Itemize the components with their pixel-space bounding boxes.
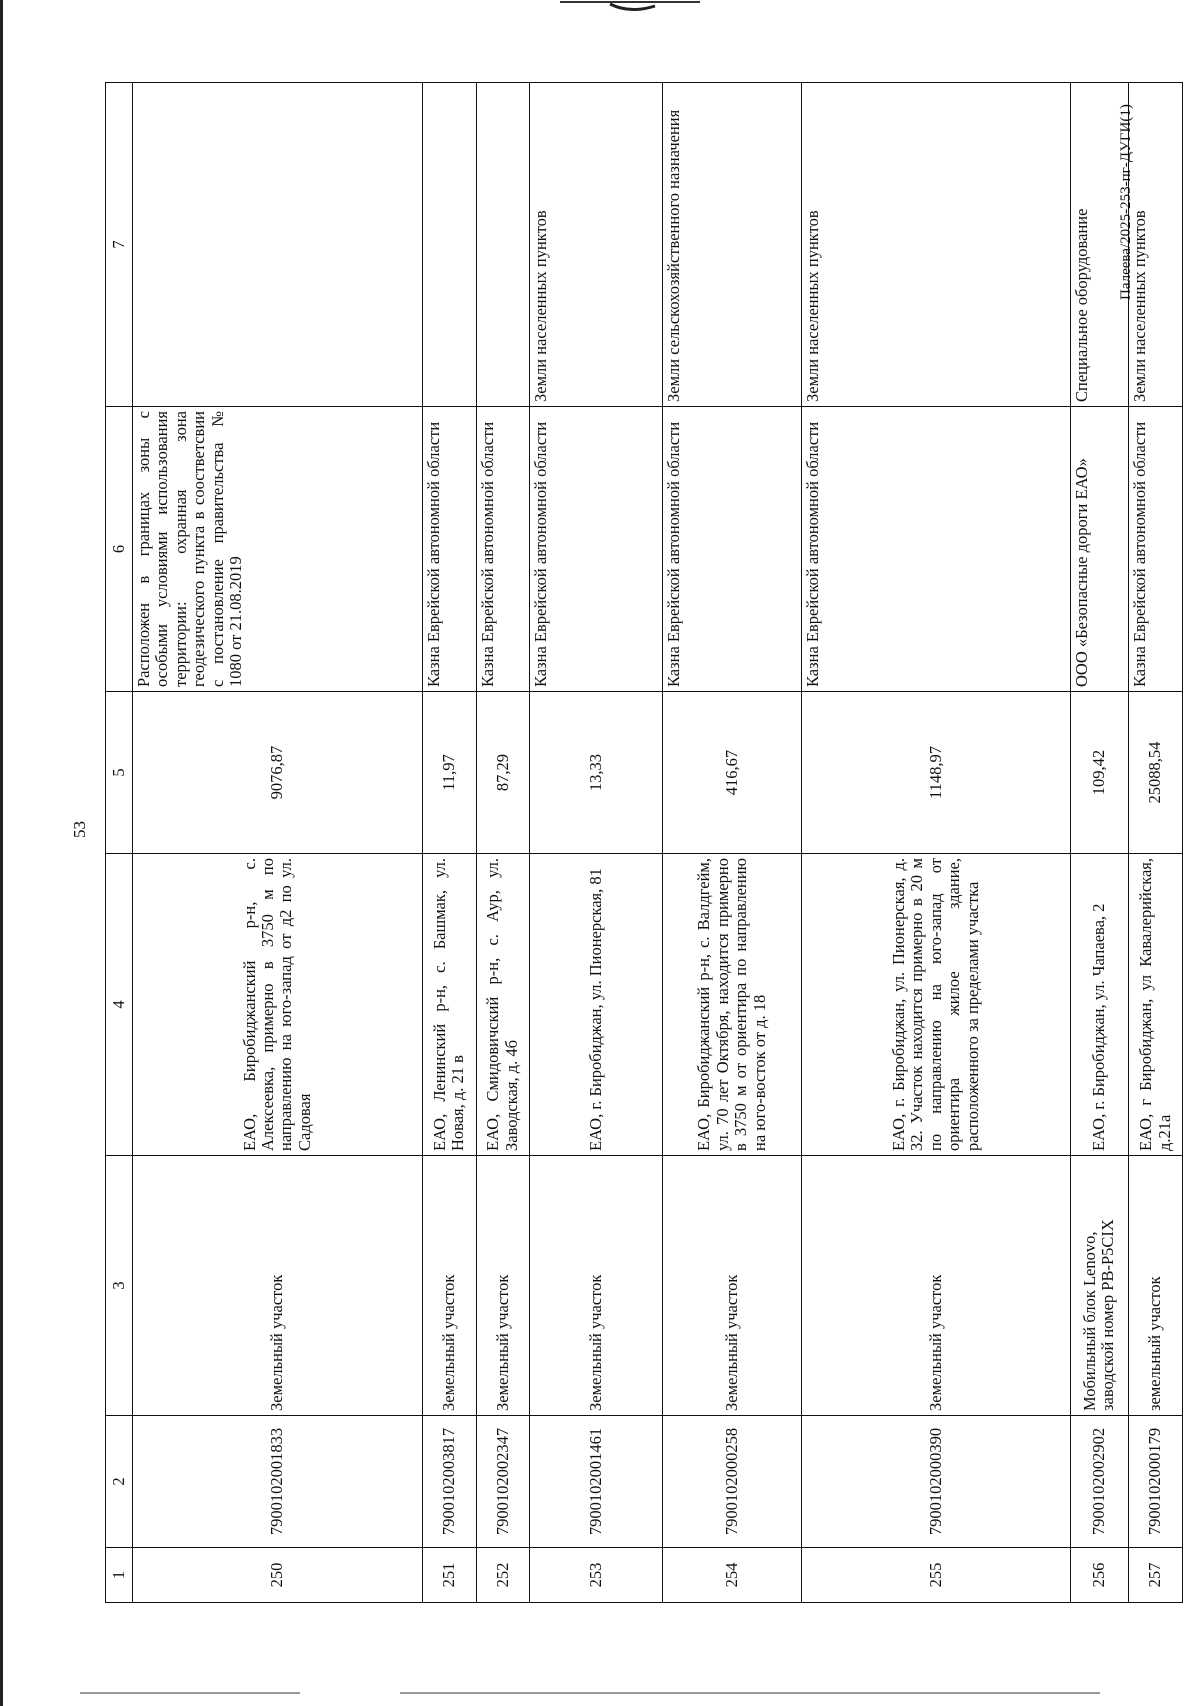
column-header: 1: [106, 1548, 133, 1603]
object-owner: Казна Еврейской автономной области: [802, 407, 1070, 692]
land-category: [422, 83, 476, 407]
property-table-rotated: [105, 83, 1183, 1603]
object-address: ЕАО, г Биробиджан, ул Кавалерийская, д.21а: [1129, 854, 1183, 1156]
object-area: 1148,97: [802, 692, 1070, 854]
registry-code: 7900102002347: [476, 1416, 530, 1548]
property-table: [105, 82, 1183, 1603]
column-header: 4: [106, 854, 133, 1156]
land-category: Земли населенных пунктов: [1129, 83, 1183, 407]
object-owner: Казна Еврейской автономной области: [476, 407, 530, 692]
row-number: 255: [802, 1548, 1070, 1603]
object-name: Мобильный блок Lenovo, заводской номер PB-P5CIX: [1070, 1156, 1129, 1416]
land-category: Земли сельскохозяйственного назначения: [663, 83, 802, 407]
table-row: [530, 83, 663, 1603]
object-address: ЕАО, г. Биробиджан, ул. Чапаева, 2: [1070, 854, 1129, 1156]
land-category: [133, 83, 423, 407]
registry-code: 7900102001833: [133, 1416, 423, 1548]
object-area: 13,33: [530, 692, 663, 854]
registry-code: 7900102003817: [422, 1416, 476, 1548]
land-category: Земли населенных пунктов: [802, 83, 1070, 407]
scan-mark-top: [560, 0, 700, 14]
registry-code: 7900102000390: [802, 1416, 1070, 1548]
registry-code: 7900102001461: [530, 1416, 663, 1548]
column-header: 6: [106, 407, 133, 692]
object-owner: Казна Еврейской автономной области: [530, 407, 663, 692]
object-name: Земельный участок: [663, 1156, 802, 1416]
object-area: 87,29: [476, 692, 530, 854]
object-address: ЕАО, Ленинский р-н, с. Башмак, ул. Новая, д. 21 в: [422, 854, 476, 1156]
object-area: 25088,54: [1129, 692, 1183, 854]
table-row: [422, 83, 476, 1603]
object-owner: Казна Еврейской автономной области: [663, 407, 802, 692]
object-area: 416,67: [663, 692, 802, 854]
row-number: 257: [1129, 1548, 1183, 1603]
scan-speck-bottom: [80, 1692, 300, 1694]
object-area: 109,42: [1070, 692, 1129, 854]
object-owner: Казна Еврейской автономной области: [422, 407, 476, 692]
object-name: Земельный участок: [476, 1156, 530, 1416]
land-category: Специальное оборудование: [1070, 83, 1129, 407]
object-owner: Расположен в границах зоны с особыми условиями использования территории: охранная зона геодезического пункта в соостветсвии с постановление правительства № 1080 от 21.08.2019: [133, 407, 423, 692]
object-address: ЕАО, Биробиджанский р-н, с. Валдгейм, ул. 70 лет Октября, находится примерно в 3750 м от ориентира по направлению на юго-восток от д. 18: [663, 854, 802, 1156]
object-address: ЕАО, г. Биробиджан, ул. Пионерская, д. 32. Участок находится примерно в 20 м по направлению на юго-запад от ориентира жилое здание, расположенного за пределами участка: [802, 854, 1070, 1156]
column-header: 5: [106, 692, 133, 854]
table-row: [476, 83, 530, 1603]
object-name: Земельный участок: [802, 1156, 1070, 1416]
registry-code: 7900102000258: [663, 1416, 802, 1548]
column-header: 3: [106, 1156, 133, 1416]
row-number: 253: [530, 1548, 663, 1603]
table-row: [1070, 83, 1129, 1603]
object-owner: ООО «Безопасные дороги ЕАО»: [1070, 407, 1129, 692]
row-number: 254: [663, 1548, 802, 1603]
object-address: ЕАО, г. Биробиджан, ул. Пионерская, 81: [530, 854, 663, 1156]
row-number: 252: [476, 1548, 530, 1603]
table-row: [133, 83, 423, 1603]
scan-speck-bottom: [400, 1692, 1100, 1694]
object-area: 11,97: [422, 692, 476, 854]
object-name: Земельный участок: [530, 1156, 663, 1416]
registry-code: 7900102000179: [1129, 1416, 1183, 1548]
object-name: Земельный участок: [422, 1156, 476, 1416]
object-name: Земельный участок: [133, 1156, 423, 1416]
row-number: 256: [1070, 1548, 1129, 1603]
scan-edge-left: [0, 0, 3, 1706]
document-code: Палеева/2025-253-пг-ДУГИ(1): [1118, 104, 1134, 300]
header-row: [106, 83, 133, 1603]
row-number: 250: [133, 1548, 423, 1603]
object-owner: Казна Еврейской автономной области: [1129, 407, 1183, 692]
object-address: ЕАО, Биробиджанский р-н, с. Алексеевка, примерно в 3750 м по направлению на юго-запад от д2 по ул. Садовая: [133, 854, 423, 1156]
column-header: 7: [106, 83, 133, 407]
column-header: 2: [106, 1416, 133, 1548]
row-number: 251: [422, 1548, 476, 1603]
object-address: ЕАО, Смидовичский р-н, с. Аур, ул. Заводская, д. 4б: [476, 854, 530, 1156]
land-category: Земли населенных пунктов: [530, 83, 663, 407]
land-category: [476, 83, 530, 407]
page-number: 53: [70, 821, 89, 838]
table-row: [663, 83, 802, 1603]
table-row: [802, 83, 1070, 1603]
table-row: [1129, 83, 1183, 1603]
registry-code: 7900102002902: [1070, 1416, 1129, 1548]
object-name: земельный участок: [1129, 1156, 1183, 1416]
object-area: 9076,87: [133, 692, 423, 854]
